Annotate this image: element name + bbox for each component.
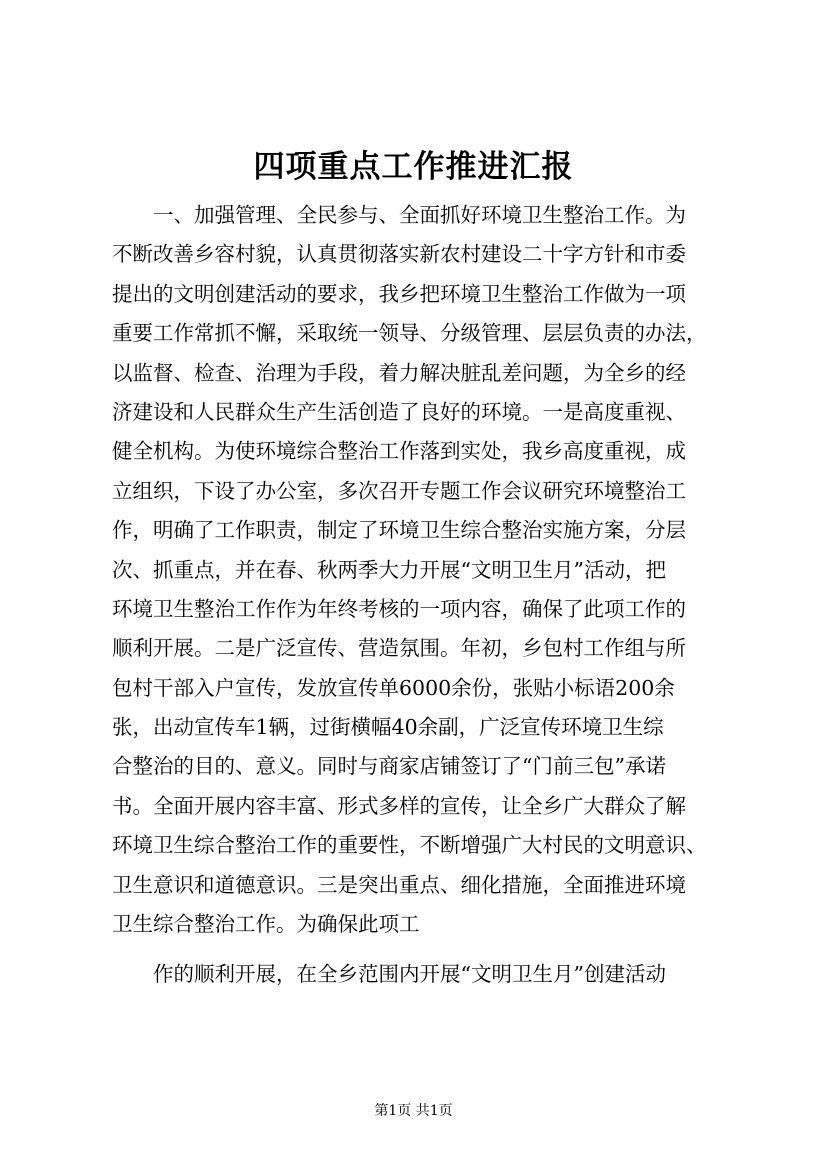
body-line: 提出的文明创建活动的要求，我乡把环境卫生整治工作做为一项 [112, 281, 686, 306]
body-line: 环境卫生整治工作作为年终考核的一项内容，确保了此项工作的 [112, 596, 686, 621]
body-line: 卫生综合整治工作。为确保此项工 [112, 912, 420, 937]
continuation-line: 作的顺利开展，在全乡范围内开展“文明卫生月”创建活动 [112, 962, 666, 987]
body-line: 顺利开展。二是广泛宣传、营造氛围。年初，乡包村工作组与所 [112, 636, 686, 661]
body-line: 书。全面开展内容丰富、形式多样的宣传，让全乡广大群众了解 [112, 793, 686, 818]
body-line: 不断改善乡容村貌，认真贯彻落实新农村建设二十字方针和市委 [112, 242, 686, 267]
body-line: 次、抓重点，并在春、秋两季大力开展“文明卫生月”活动，把 [112, 557, 666, 582]
body-line: 张，出动宣传车1辆，过街横幅40余副，广泛宣传环境卫生综 [112, 715, 664, 740]
body-line: 合整治的目的、意义。同时与商家店铺签订了“门前三包”承诺 [112, 754, 666, 779]
body-line: 卫生意识和道德意识。三是突出重点、细化措施，全面推进环境 [112, 872, 686, 897]
body-line: 作，明确了工作职责，制定了环境卫生综合整治实施方案，分层 [112, 518, 686, 543]
body-line: 济建设和人民群众生产生活创造了良好的环境。一是高度重视、 [112, 399, 686, 424]
body-line: 重要工作常抓不懈，采取统一领导、分级管理、层层负责的办法， [112, 321, 707, 346]
body-line: 健全机构。为使环境综合整治工作落到实处，我乡高度重视，成 [112, 439, 686, 464]
body-line: 环境卫生综合整治工作的重要性，不断增强广大村民的文明意识、 [112, 833, 707, 858]
document-title: 四项重点工作推进汇报 [253, 149, 574, 185]
document-body [112, 196, 742, 995]
body-line: 以监督、检查、治理为手段，着力解决脏乱差问题，为全乡的经 [112, 360, 686, 385]
page-footer: 第1页 共1页 [374, 1103, 453, 1119]
body-line: 包村干部入户宣传，发放宣传单6000余份，张贴小标语200余 [112, 675, 675, 700]
body-line: 一、加强管理、全民参与、全面抓好环境卫生整治工作。为 [112, 203, 686, 227]
body-line: 立组织，下设了办公室，多次召开专题工作会议研究环境整治工 [112, 478, 686, 503]
